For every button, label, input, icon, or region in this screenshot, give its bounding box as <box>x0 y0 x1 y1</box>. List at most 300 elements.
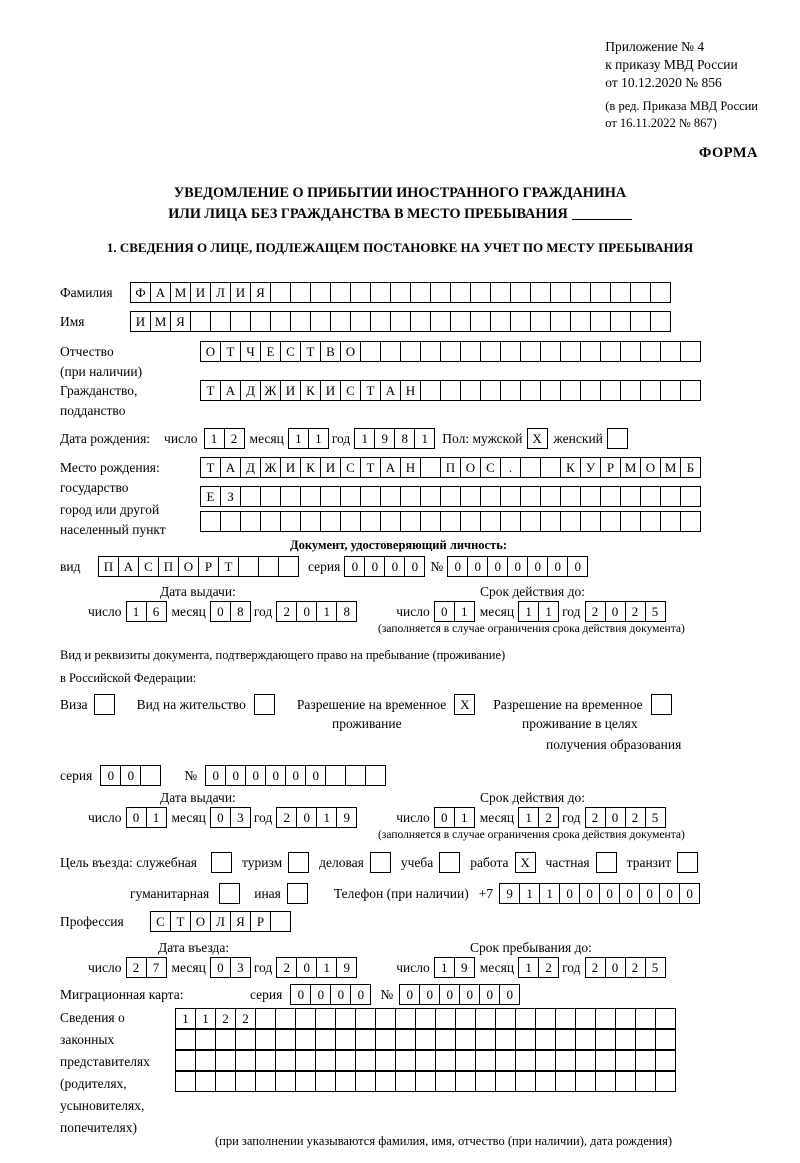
cell[interactable]: Н <box>400 380 421 401</box>
cell[interactable]: 2 <box>538 957 559 978</box>
cell[interactable] <box>470 311 491 332</box>
cell[interactable] <box>270 311 291 332</box>
cell[interactable]: 1 <box>519 883 540 904</box>
cell[interactable]: 1 <box>146 807 167 828</box>
cell[interactable]: И <box>320 457 341 478</box>
cell[interactable] <box>640 341 661 362</box>
mig-number-input[interactable] <box>399 984 519 1005</box>
cell[interactable] <box>260 486 281 507</box>
cell[interactable] <box>415 1050 436 1071</box>
cell[interactable] <box>510 282 531 303</box>
cell[interactable] <box>435 1071 456 1092</box>
cell[interactable] <box>270 282 291 303</box>
cell[interactable] <box>480 511 501 532</box>
cell[interactable]: Н <box>400 457 421 478</box>
cell[interactable] <box>275 1071 296 1092</box>
cell[interactable]: К <box>300 457 321 478</box>
cell[interactable] <box>615 1050 636 1071</box>
cell[interactable]: 0 <box>559 883 580 904</box>
cell[interactable]: 2 <box>538 807 559 828</box>
patronymic-input[interactable] <box>200 341 700 362</box>
purpose-transit-checkbox[interactable] <box>677 852 698 873</box>
cell[interactable] <box>530 311 551 332</box>
cell[interactable] <box>500 341 521 362</box>
cell[interactable]: Ж <box>260 457 281 478</box>
profession-input[interactable] <box>150 911 290 932</box>
cell[interactable] <box>680 341 701 362</box>
cell[interactable] <box>280 486 301 507</box>
cell[interactable] <box>315 1071 336 1092</box>
cell[interactable] <box>410 311 431 332</box>
cell[interactable]: Р <box>198 556 219 577</box>
cell[interactable] <box>295 1008 316 1029</box>
cell[interactable]: 0 <box>499 984 520 1005</box>
cell[interactable]: 1 <box>316 957 337 978</box>
cell[interactable]: 9 <box>336 807 357 828</box>
cell[interactable]: Л <box>210 282 231 303</box>
cell[interactable] <box>315 1050 336 1071</box>
cell[interactable] <box>510 311 531 332</box>
cell[interactable] <box>325 765 346 786</box>
cell[interactable] <box>590 282 611 303</box>
cell[interactable]: 8 <box>336 601 357 622</box>
cell[interactable]: И <box>230 282 251 303</box>
cell[interactable]: Я <box>170 311 191 332</box>
cell[interactable]: Т <box>200 457 221 478</box>
cell[interactable]: Л <box>210 911 231 932</box>
cell[interactable] <box>610 282 631 303</box>
cell[interactable] <box>550 311 571 332</box>
cell[interactable] <box>560 511 581 532</box>
cell[interactable] <box>420 341 441 362</box>
cell[interactable] <box>580 486 601 507</box>
cell[interactable]: З <box>220 486 241 507</box>
cell[interactable]: 2 <box>235 1008 256 1029</box>
cell[interactable]: 8 <box>230 601 251 622</box>
cell[interactable]: 0 <box>639 883 660 904</box>
purpose-tourism-checkbox[interactable] <box>288 852 309 873</box>
cell[interactable] <box>560 486 581 507</box>
cell[interactable]: 0 <box>567 556 588 577</box>
cell[interactable] <box>435 1008 456 1029</box>
cell[interactable] <box>410 282 431 303</box>
cell[interactable] <box>515 1050 536 1071</box>
cell[interactable] <box>260 511 281 532</box>
phone-input[interactable] <box>499 883 699 904</box>
stay-issue-year-input[interactable] <box>276 807 356 828</box>
surname-input[interactable] <box>130 282 670 303</box>
cell[interactable]: 5 <box>645 807 666 828</box>
cell[interactable] <box>640 511 661 532</box>
stay-issue-day-input[interactable] <box>126 807 166 828</box>
cell[interactable]: О <box>178 556 199 577</box>
cell[interactable]: Е <box>260 341 281 362</box>
cell[interactable] <box>635 1050 656 1071</box>
cell[interactable]: 1 <box>454 807 475 828</box>
doc-valid-day-input[interactable] <box>434 601 474 622</box>
cell[interactable]: 2 <box>215 1008 236 1029</box>
cell[interactable] <box>278 556 299 577</box>
cell[interactable] <box>275 1029 296 1050</box>
cell[interactable]: 1 <box>539 883 560 904</box>
temp-residence-checkbox[interactable]: X <box>454 694 475 715</box>
cell[interactable] <box>235 1071 256 1092</box>
cell[interactable] <box>430 311 451 332</box>
cell[interactable] <box>475 1029 496 1050</box>
cell[interactable] <box>520 341 541 362</box>
cell[interactable] <box>575 1071 596 1092</box>
cell[interactable] <box>175 1050 196 1071</box>
doc-series-input[interactable] <box>344 556 424 577</box>
cell[interactable]: 0 <box>659 883 680 904</box>
cell[interactable] <box>610 311 631 332</box>
cell[interactable] <box>540 511 561 532</box>
stay-until-day-input[interactable] <box>434 957 474 978</box>
cell[interactable] <box>475 1050 496 1071</box>
cell[interactable]: 0 <box>344 556 365 577</box>
cell[interactable] <box>375 1071 396 1092</box>
cell[interactable] <box>355 1008 376 1029</box>
cell[interactable] <box>555 1008 576 1029</box>
stay-valid-day-input[interactable] <box>434 807 474 828</box>
cell[interactable] <box>380 511 401 532</box>
cell[interactable] <box>495 1029 516 1050</box>
cell[interactable] <box>630 282 651 303</box>
cell[interactable]: 0 <box>285 765 306 786</box>
cell[interactable] <box>555 1029 576 1050</box>
cell[interactable] <box>195 1071 216 1092</box>
cell[interactable] <box>615 1071 636 1092</box>
cell[interactable] <box>255 1008 276 1029</box>
cell[interactable] <box>175 1029 196 1050</box>
cell[interactable]: П <box>440 457 461 478</box>
cell[interactable]: С <box>280 341 301 362</box>
citizenship-input[interactable] <box>200 380 700 401</box>
stay-until-month-input[interactable] <box>518 957 558 978</box>
cell[interactable]: П <box>158 556 179 577</box>
cell[interactable]: 0 <box>100 765 121 786</box>
cell[interactable]: 9 <box>374 428 395 449</box>
cell[interactable] <box>475 1071 496 1092</box>
name-input[interactable] <box>130 311 670 332</box>
cell[interactable] <box>455 1050 476 1071</box>
cell[interactable] <box>620 380 641 401</box>
stay-until-year-input[interactable] <box>585 957 665 978</box>
cell[interactable] <box>240 511 261 532</box>
cell[interactable]: Т <box>300 341 321 362</box>
entry-year-input[interactable] <box>276 957 356 978</box>
purpose-private-checkbox[interactable] <box>596 852 617 873</box>
cell[interactable]: 0 <box>305 765 326 786</box>
cell[interactable]: 2 <box>625 807 646 828</box>
cell[interactable] <box>495 1008 516 1029</box>
birth-month-input[interactable] <box>288 428 328 449</box>
birthplace-city-input-2[interactable] <box>200 511 700 532</box>
birthplace-city-input-1[interactable] <box>200 486 700 507</box>
cell[interactable]: С <box>340 457 361 478</box>
cell[interactable]: С <box>150 911 171 932</box>
cell[interactable] <box>390 282 411 303</box>
cell[interactable]: 7 <box>146 957 167 978</box>
cell[interactable]: 0 <box>605 807 626 828</box>
cell[interactable]: 9 <box>336 957 357 978</box>
cell[interactable]: О <box>340 341 361 362</box>
cell[interactable] <box>270 911 291 932</box>
cell[interactable] <box>660 341 681 362</box>
cell[interactable] <box>235 1050 256 1071</box>
cell[interactable]: 0 <box>547 556 568 577</box>
cell[interactable] <box>650 311 671 332</box>
cell[interactable]: 0 <box>479 984 500 1005</box>
edu-residence-checkbox[interactable] <box>651 694 672 715</box>
cell[interactable] <box>540 457 561 478</box>
cell[interactable]: 0 <box>599 883 620 904</box>
cell[interactable] <box>290 282 311 303</box>
cell[interactable] <box>495 1050 516 1071</box>
cell[interactable] <box>520 486 541 507</box>
cell[interactable] <box>370 311 391 332</box>
sex-female-checkbox[interactable] <box>607 428 628 449</box>
cell[interactable] <box>415 1071 436 1092</box>
cell[interactable] <box>255 1029 276 1050</box>
cell[interactable]: . <box>500 457 521 478</box>
cell[interactable]: С <box>480 457 501 478</box>
cell[interactable]: 1 <box>354 428 375 449</box>
cell[interactable]: И <box>190 282 211 303</box>
cell[interactable] <box>335 1008 356 1029</box>
cell[interactable] <box>335 1050 356 1071</box>
cell[interactable] <box>235 1029 256 1050</box>
cell[interactable] <box>415 1008 436 1029</box>
doc-issue-month-input[interactable] <box>210 601 250 622</box>
cell[interactable]: 0 <box>679 883 700 904</box>
cell[interactable]: Ч <box>240 341 261 362</box>
cell[interactable]: Б <box>680 457 701 478</box>
cell[interactable] <box>430 282 451 303</box>
cell[interactable] <box>550 282 571 303</box>
cell[interactable] <box>400 511 421 532</box>
visa-checkbox[interactable] <box>94 694 115 715</box>
cell[interactable]: 0 <box>296 601 317 622</box>
mig-series-input[interactable] <box>290 984 370 1005</box>
cell[interactable] <box>295 1050 316 1071</box>
cell[interactable]: 5 <box>645 601 666 622</box>
cell[interactable]: Т <box>200 380 221 401</box>
cell[interactable] <box>365 765 386 786</box>
cell[interactable] <box>450 282 471 303</box>
cell[interactable] <box>500 486 521 507</box>
cell[interactable] <box>490 311 511 332</box>
cell[interactable]: Я <box>230 911 251 932</box>
cell[interactable] <box>140 765 161 786</box>
cell[interactable]: П <box>98 556 119 577</box>
cell[interactable] <box>420 380 441 401</box>
cell[interactable]: 0 <box>210 601 231 622</box>
cell[interactable] <box>440 511 461 532</box>
cell[interactable] <box>600 486 621 507</box>
cell[interactable] <box>535 1029 556 1050</box>
cell[interactable] <box>200 511 221 532</box>
cell[interactable] <box>580 341 601 362</box>
cell[interactable]: 0 <box>439 984 460 1005</box>
cell[interactable] <box>330 282 351 303</box>
birth-day-input[interactable] <box>204 428 244 449</box>
cell[interactable]: 0 <box>619 883 640 904</box>
cell[interactable] <box>655 1050 676 1071</box>
sex-male-checkbox[interactable]: X <box>527 428 548 449</box>
cell[interactable] <box>575 1050 596 1071</box>
cell[interactable]: 0 <box>507 556 528 577</box>
cell[interactable]: Е <box>200 486 221 507</box>
cell[interactable] <box>455 1071 476 1092</box>
stay-number-input[interactable] <box>205 765 385 786</box>
cell[interactable]: Ф <box>130 282 151 303</box>
cell[interactable]: 3 <box>230 957 251 978</box>
cell[interactable] <box>620 341 641 362</box>
cell[interactable] <box>255 1071 276 1092</box>
cell[interactable] <box>320 486 341 507</box>
cell[interactable]: 0 <box>296 807 317 828</box>
cell[interactable] <box>195 1029 216 1050</box>
cell[interactable] <box>575 1029 596 1050</box>
cell[interactable] <box>420 457 441 478</box>
legal-rep-input-3[interactable] <box>175 1050 675 1071</box>
cell[interactable] <box>335 1071 356 1092</box>
cell[interactable] <box>470 282 491 303</box>
cell[interactable] <box>220 511 241 532</box>
cell[interactable]: 1 <box>195 1008 216 1029</box>
cell[interactable]: А <box>150 282 171 303</box>
cell[interactable] <box>360 486 381 507</box>
cell[interactable] <box>195 1050 216 1071</box>
cell[interactable] <box>420 486 441 507</box>
cell[interactable] <box>490 282 511 303</box>
cell[interactable] <box>450 311 471 332</box>
cell[interactable] <box>570 311 591 332</box>
cell[interactable] <box>560 341 581 362</box>
cell[interactable]: О <box>200 341 221 362</box>
cell[interactable]: 0 <box>447 556 468 577</box>
cell[interactable] <box>315 1008 336 1029</box>
cell[interactable] <box>355 1029 376 1050</box>
cell[interactable] <box>300 511 321 532</box>
cell[interactable] <box>355 1050 376 1071</box>
cell[interactable]: 5 <box>645 957 666 978</box>
cell[interactable] <box>310 282 331 303</box>
cell[interactable] <box>655 1008 676 1029</box>
cell[interactable]: 0 <box>459 984 480 1005</box>
cell[interactable]: 1 <box>288 428 309 449</box>
cell[interactable]: Т <box>170 911 191 932</box>
cell[interactable]: 2 <box>625 601 646 622</box>
cell[interactable] <box>560 380 581 401</box>
cell[interactable] <box>595 1008 616 1029</box>
cell[interactable] <box>395 1050 416 1071</box>
cell[interactable]: 0 <box>210 807 231 828</box>
cell[interactable] <box>655 1029 676 1050</box>
cell[interactable] <box>355 1071 376 1092</box>
cell[interactable] <box>315 1029 336 1050</box>
cell[interactable]: 8 <box>394 428 415 449</box>
cell[interactable]: А <box>220 380 241 401</box>
cell[interactable]: 0 <box>225 765 246 786</box>
cell[interactable]: О <box>190 911 211 932</box>
cell[interactable]: С <box>138 556 159 577</box>
purpose-business-checkbox[interactable] <box>370 852 391 873</box>
cell[interactable]: И <box>130 311 151 332</box>
cell[interactable]: 0 <box>290 984 311 1005</box>
cell[interactable] <box>215 1029 236 1050</box>
cell[interactable] <box>335 1029 356 1050</box>
legal-rep-input-1[interactable] <box>175 1008 675 1029</box>
cell[interactable] <box>295 1071 316 1092</box>
cell[interactable] <box>295 1029 316 1050</box>
cell[interactable] <box>440 486 461 507</box>
cell[interactable]: 2 <box>276 957 297 978</box>
cell[interactable] <box>255 1050 276 1071</box>
cell[interactable] <box>475 1008 496 1029</box>
cell[interactable]: 0 <box>210 957 231 978</box>
cell[interactable]: 1 <box>434 957 455 978</box>
cell[interactable] <box>500 380 521 401</box>
cell[interactable]: 2 <box>625 957 646 978</box>
cell[interactable] <box>500 511 521 532</box>
cell[interactable]: 0 <box>434 807 455 828</box>
cell[interactable] <box>400 341 421 362</box>
cell[interactable]: А <box>380 380 401 401</box>
cell[interactable]: М <box>170 282 191 303</box>
cell[interactable]: 1 <box>518 601 539 622</box>
cell[interactable] <box>230 311 251 332</box>
cell[interactable] <box>455 1008 476 1029</box>
cell[interactable]: Т <box>360 380 381 401</box>
cell[interactable] <box>495 1071 516 1092</box>
cell[interactable] <box>340 486 361 507</box>
purpose-work-checkbox[interactable]: X <box>515 852 536 873</box>
cell[interactable]: 0 <box>399 984 420 1005</box>
cell[interactable] <box>680 486 701 507</box>
cell[interactable] <box>395 1029 416 1050</box>
cell[interactable] <box>460 341 481 362</box>
birth-year-input[interactable] <box>354 428 434 449</box>
cell[interactable] <box>570 282 591 303</box>
cell[interactable] <box>258 556 279 577</box>
cell[interactable] <box>460 486 481 507</box>
cell[interactable] <box>590 311 611 332</box>
stay-valid-month-input[interactable] <box>518 807 558 828</box>
cell[interactable]: У <box>580 457 601 478</box>
cell[interactable] <box>580 380 601 401</box>
cell[interactable] <box>250 311 271 332</box>
cell[interactable]: И <box>280 380 301 401</box>
cell[interactable]: 2 <box>126 957 147 978</box>
cell[interactable] <box>240 486 261 507</box>
cell[interactable]: А <box>118 556 139 577</box>
cell[interactable] <box>345 765 366 786</box>
cell[interactable] <box>575 1008 596 1029</box>
purpose-study-checkbox[interactable] <box>439 852 460 873</box>
cell[interactable] <box>535 1050 556 1071</box>
cell[interactable]: 1 <box>316 601 337 622</box>
cell[interactable] <box>635 1008 656 1029</box>
cell[interactable]: М <box>150 311 171 332</box>
cell[interactable] <box>515 1071 536 1092</box>
cell[interactable]: 0 <box>434 601 455 622</box>
cell[interactable] <box>290 311 311 332</box>
cell[interactable]: О <box>640 457 661 478</box>
cell[interactable]: 0 <box>384 556 405 577</box>
cell[interactable] <box>535 1008 556 1029</box>
